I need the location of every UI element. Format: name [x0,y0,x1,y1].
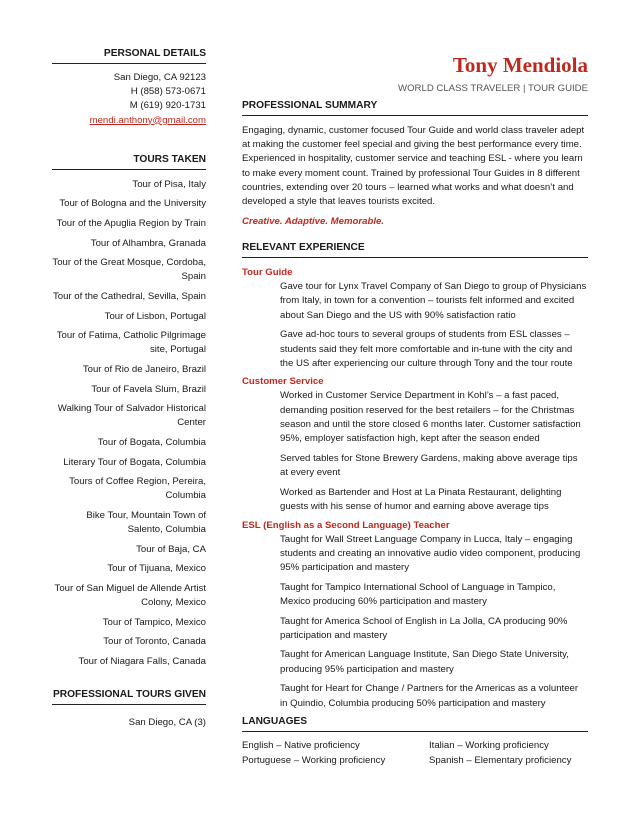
tour-item: Tours of Coffee Region, Pereira, Columbia [69,476,206,502]
tour-item: Literary Tour of Bogata, Columbia [63,456,206,468]
mobile-phone: M (619) 920-1731 [129,100,206,112]
tour-given-item: San Diego, CA (3) [128,717,206,729]
address: San Diego, CA 92123 [113,72,206,83]
personal-details [52,71,206,128]
tour-item: Tour of Baja, CA [136,543,206,555]
languages-list [242,739,588,767]
right-column [242,52,588,768]
job-section [242,266,588,371]
personal-details-heading: PERSONAL DETAILS [52,48,206,64]
job-title: Tour Guide [242,267,293,279]
summary-heading: PROFESSIONAL SUMMARY [242,100,588,116]
job-item: Taught for American Language Institute, San Diego State University, producing 95% participation and mastery [280,649,569,675]
language-item: English – Native proficiency [242,740,360,752]
tours-taken-heading: TOURS TAKEN [52,154,206,170]
tour-item: Tour of Tijuana, Mexico [107,563,206,575]
tour-item: Tour of the Apuglia Region by Train [56,218,206,229]
tour-item: Tour of Niagara Falls, Canada [78,655,206,667]
tours-taken-list [52,178,206,669]
left-column [52,48,206,736]
language-item: Spanish – Elementary proficiency [429,754,572,766]
languages-heading: LANGUAGES [242,716,588,732]
home-phone: H (858) 573-0671 [130,86,206,98]
tour-item: Tour of Toronto, Canada [103,636,206,648]
job-item: Taught for Tampico International School of Language in Tampico, Mexico producing 60% participation and mastery [280,581,556,607]
resume-tagline: WORLD CLASS TRAVELER | TOUR GUIDE [398,83,588,94]
job-item: Gave ad-hoc tours to several groups of students from ESL classes – students said they felt more comfortable and in-tune with the city and the US after experiencing our culture through Tony and the tour route [280,329,573,369]
tour-item: Tour of Pisa, Italy [132,178,206,190]
email-link[interactable]: mendi.anthony@gmail.com [89,114,206,126]
job-section [242,519,588,711]
job-item: Served tables for Stone Brewery Gardens, making above average tips at every event [280,452,578,478]
job-item: Gave tour for Lynx Travel Company of San Diego to group of Physicians from Italy, in town for a convention – tourists felt informed and excited about San Diego and the US with 90% satisfaction ratio [280,281,587,321]
summary-tagline: Creative. Adaptive. Memorable. [242,216,384,228]
tour-item: Tour of Rio de Janeiro, Brazil [82,363,206,375]
job-item: Taught for Heart for Change / Partners for the Americas as a volunteer in Quindio, Columbia producing 50% participation and mastery [280,683,579,709]
tour-item: Tour of Tampico, Mexico [102,616,206,628]
tour-item: Tour of Bologna and the University [59,198,206,210]
language-item: Italian – Working proficiency [429,740,549,752]
job-item: Taught for Wall Street Language Company in Lucca, Italy – engaging students and creating an innovative audio video component, producing 95% participation and mastery [280,533,581,573]
language-item: Portuguese – Working proficiency [242,754,386,766]
tour-item: Tour of Favela Slum, Brazil [91,383,206,395]
tour-item: Tour of the Great Mosque, Cordoba, Spain [52,257,206,283]
tour-item: Bike Tour, Mountain Town of Salento, Columbia [86,509,206,536]
summary-text: Engaging, dynamic, customer focused Tour Guide and world class traveler adept at making the customer feel special and giving the best performance every time. Experienced in hospitality, customer service and teaching ESL - where you learn to make every moment count. Trained by professional Tour Guides in 8 different countries, extending over 20 tours – learned what works and what doesn’t and developed a style that leaves tourists excited. [242,125,585,208]
job-title: Customer Service [242,376,324,388]
job-title: ESL (English as a Second Language) Teacher [242,519,450,531]
tours-given-list [52,716,206,730]
job-section [242,375,588,514]
tour-item: Tour of Alhambra, Granada [90,237,206,249]
tour-item: Tour of San Miguel de Allende Artist Colony, Mexico [54,582,206,609]
job-item: Worked in Customer Service Department in Kohl’s – a fast paced, demanding position reserved for the best retailers – for the Christmas season and until the store closed 6 months later. Customer satisfaction 95%, employer satisfaction high, kept after the season ended [280,390,581,445]
resume-name: Tony Mendiola [452,53,588,77]
tours-given-heading: PROFESSIONAL TOURS GIVEN [52,689,206,705]
tour-item: Tour of Bogata, Columbia [97,436,206,448]
tour-item: Tour of the Cathedral, Sevilla, Spain [52,290,206,302]
tour-item: Tour of Fatima, Catholic Pilgrimage site, Portugal [56,330,206,356]
job-item: Taught for America School of English in La Jolla, CA producing 90% participation and mastery [280,615,568,641]
tour-item: Walking Tour of Salvador Historical Center [57,403,206,429]
experience-heading: RELEVANT EXPERIENCE [242,242,588,258]
tour-item: Tour of Lisbon, Portugal [104,310,206,322]
job-item: Worked as Bartender and Host at La Pinata Restaurant, delighting guests with his sense of humor and earning above average tips [280,486,562,512]
